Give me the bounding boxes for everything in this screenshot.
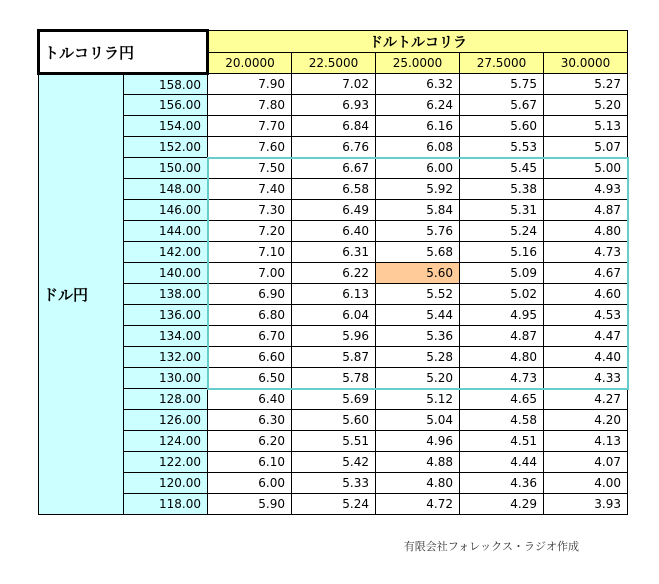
table-cell: 6.90 xyxy=(208,284,292,305)
table-cell: 4.29 xyxy=(460,494,544,515)
table-cell: 6.16 xyxy=(376,116,460,137)
row-header: 158.00 xyxy=(124,74,208,95)
table-cell: 4.20 xyxy=(544,410,628,431)
table-cell: 5.78 xyxy=(292,368,376,389)
table-cell: 5.09 xyxy=(460,263,544,284)
table-cell: 6.08 xyxy=(376,137,460,158)
table-cell: 5.87 xyxy=(292,347,376,368)
table-cell: 6.80 xyxy=(208,305,292,326)
row-header: 148.00 xyxy=(124,179,208,200)
rate-matrix-body xyxy=(39,31,628,515)
table-cell: 5.60 xyxy=(292,410,376,431)
row-header: 138.00 xyxy=(124,284,208,305)
table-cell: 4.36 xyxy=(460,473,544,494)
table-cell: 5.96 xyxy=(292,326,376,347)
table-cell: 4.88 xyxy=(376,452,460,473)
table-cell: 5.68 xyxy=(376,242,460,263)
table-cell: 6.20 xyxy=(208,431,292,452)
table-cell: 4.65 xyxy=(460,389,544,410)
table-cell: 4.87 xyxy=(460,326,544,347)
table-cell: 4.87 xyxy=(544,200,628,221)
table-cell: 5.92 xyxy=(376,179,460,200)
table-cell: 5.00 xyxy=(544,158,628,179)
table-cell: 4.40 xyxy=(544,347,628,368)
credit-text: 有限会社フォレックス・ラジオ作成 xyxy=(403,540,579,553)
table-cell: 5.07 xyxy=(544,137,628,158)
table-cell: 5.67 xyxy=(460,95,544,116)
row-header: 156.00 xyxy=(124,95,208,116)
table-cell: 4.72 xyxy=(376,494,460,515)
table-cell: 5.27 xyxy=(544,74,628,95)
table-cell: 5.44 xyxy=(376,305,460,326)
table-cell: 5.28 xyxy=(376,347,460,368)
table-cell: 4.80 xyxy=(460,347,544,368)
table-cell: 5.20 xyxy=(376,368,460,389)
table-cell: 6.40 xyxy=(292,221,376,242)
table-cell: 5.69 xyxy=(292,389,376,410)
table-row xyxy=(39,494,628,515)
table-cell: 4.53 xyxy=(544,305,628,326)
table-cell: 5.04 xyxy=(376,410,460,431)
column-header: 20.0000 xyxy=(208,53,292,74)
table-row xyxy=(39,263,628,284)
table-cell: 7.70 xyxy=(208,116,292,137)
table-row xyxy=(39,179,628,200)
row-header: 152.00 xyxy=(124,137,208,158)
table-cell: 7.40 xyxy=(208,179,292,200)
row-header: 132.00 xyxy=(124,347,208,368)
table-cell: 7.90 xyxy=(208,74,292,95)
corner-label: トルコリラ円 xyxy=(39,31,208,74)
table-cell: 5.20 xyxy=(544,95,628,116)
table-cell: 6.32 xyxy=(376,74,460,95)
column-header: 22.5000 xyxy=(292,53,376,74)
table-row xyxy=(39,137,628,158)
row-header: 124.00 xyxy=(124,431,208,452)
row-header: 118.00 xyxy=(124,494,208,515)
table-cell: 4.00 xyxy=(544,473,628,494)
table-cell: 5.45 xyxy=(460,158,544,179)
table-cell: 6.00 xyxy=(376,158,460,179)
table-row xyxy=(39,116,628,137)
row-header: 120.00 xyxy=(124,473,208,494)
table-cell: 4.73 xyxy=(460,368,544,389)
column-header: 27.5000 xyxy=(460,53,544,74)
table-row xyxy=(39,95,628,116)
table-cell: 7.50 xyxy=(208,158,292,179)
table-cell: 4.51 xyxy=(460,431,544,452)
table-cell: 6.60 xyxy=(208,347,292,368)
table-cell: 6.24 xyxy=(376,95,460,116)
table-cell: 5.24 xyxy=(292,494,376,515)
table-cell: 4.80 xyxy=(544,221,628,242)
table-row xyxy=(39,326,628,347)
table-cell: 6.76 xyxy=(292,137,376,158)
header-row-top xyxy=(39,31,628,53)
table-cell: 7.30 xyxy=(208,200,292,221)
table-cell: 5.75 xyxy=(460,74,544,95)
table-cell: 4.95 xyxy=(460,305,544,326)
table-cell: 6.00 xyxy=(208,473,292,494)
table-cell: 5.13 xyxy=(544,116,628,137)
table-row xyxy=(39,347,628,368)
table-cell: 5.16 xyxy=(460,242,544,263)
column-group-label: ドルトルコリラ xyxy=(208,31,628,53)
table-cell: 4.07 xyxy=(544,452,628,473)
row-header: 136.00 xyxy=(124,305,208,326)
table-cell: 5.76 xyxy=(376,221,460,242)
table-cell: 4.93 xyxy=(544,179,628,200)
table-row xyxy=(39,410,628,431)
table-cell: 4.67 xyxy=(544,263,628,284)
table-cell: 5.60 xyxy=(460,116,544,137)
table-cell: 4.44 xyxy=(460,452,544,473)
row-header: 144.00 xyxy=(124,221,208,242)
table-cell: 5.24 xyxy=(460,221,544,242)
table-cell: 6.31 xyxy=(292,242,376,263)
table-row xyxy=(39,200,628,221)
table-cell: 6.13 xyxy=(292,284,376,305)
row-header: 122.00 xyxy=(124,452,208,473)
table-cell: 7.10 xyxy=(208,242,292,263)
table-cell: 7.20 xyxy=(208,221,292,242)
row-header: 130.00 xyxy=(124,368,208,389)
table-cell: 7.02 xyxy=(292,74,376,95)
table-row xyxy=(39,452,628,473)
column-header: 30.0000 xyxy=(544,53,628,74)
table-cell: 5.12 xyxy=(376,389,460,410)
table-cell: 4.73 xyxy=(544,242,628,263)
row-header: 154.00 xyxy=(124,116,208,137)
table-row xyxy=(39,389,628,410)
table-cell: 6.30 xyxy=(208,410,292,431)
table-cell: 6.50 xyxy=(208,368,292,389)
table-cell: 6.49 xyxy=(292,200,376,221)
table-cell: 5.36 xyxy=(376,326,460,347)
table-cell: 6.93 xyxy=(292,95,376,116)
table-cell: 6.67 xyxy=(292,158,376,179)
table-cell: 6.22 xyxy=(292,263,376,284)
table-cell: 4.33 xyxy=(544,368,628,389)
row-header: 150.00 xyxy=(124,158,208,179)
row-header: 126.00 xyxy=(124,410,208,431)
table-row xyxy=(39,74,628,95)
table-cell: 3.93 xyxy=(544,494,628,515)
table-cell: 6.58 xyxy=(292,179,376,200)
row-group-label: ドル円 xyxy=(39,74,124,515)
table-cell: 7.60 xyxy=(208,137,292,158)
table-cell: 7.00 xyxy=(208,263,292,284)
table-cell: 5.53 xyxy=(460,137,544,158)
table-cell: 4.60 xyxy=(544,284,628,305)
table-cell: 4.80 xyxy=(376,473,460,494)
row-header: 146.00 xyxy=(124,200,208,221)
column-header: 25.0000 xyxy=(376,53,460,74)
table-cell: 4.58 xyxy=(460,410,544,431)
rate-matrix-table xyxy=(37,29,628,515)
table-cell: 6.84 xyxy=(292,116,376,137)
table-cell: 5.02 xyxy=(460,284,544,305)
table-cell: 5.51 xyxy=(292,431,376,452)
table-cell: 6.10 xyxy=(208,452,292,473)
table-cell: 4.47 xyxy=(544,326,628,347)
table-cell: 7.80 xyxy=(208,95,292,116)
table-row xyxy=(39,242,628,263)
table-cell: 6.70 xyxy=(208,326,292,347)
row-header: 142.00 xyxy=(124,242,208,263)
table-cell: 5.33 xyxy=(292,473,376,494)
row-header: 134.00 xyxy=(124,326,208,347)
table-cell: 6.40 xyxy=(208,389,292,410)
highlighted-cell: 5.60 xyxy=(376,263,460,284)
table-row xyxy=(39,221,628,242)
table-cell: 6.04 xyxy=(292,305,376,326)
table-cell: 4.27 xyxy=(544,389,628,410)
row-header: 140.00 xyxy=(124,263,208,284)
table-cell: 5.90 xyxy=(208,494,292,515)
table-row xyxy=(39,368,628,389)
table-cell: 5.42 xyxy=(292,452,376,473)
row-header: 128.00 xyxy=(124,389,208,410)
table-row xyxy=(39,305,628,326)
table-cell: 5.38 xyxy=(460,179,544,200)
table-cell: 5.84 xyxy=(376,200,460,221)
table-row xyxy=(39,473,628,494)
table-cell: 4.96 xyxy=(376,431,460,452)
table-cell: 5.31 xyxy=(460,200,544,221)
table-row xyxy=(39,431,628,452)
table-row xyxy=(39,158,628,179)
table-cell: 4.13 xyxy=(544,431,628,452)
table-row xyxy=(39,284,628,305)
table-cell: 5.52 xyxy=(376,284,460,305)
